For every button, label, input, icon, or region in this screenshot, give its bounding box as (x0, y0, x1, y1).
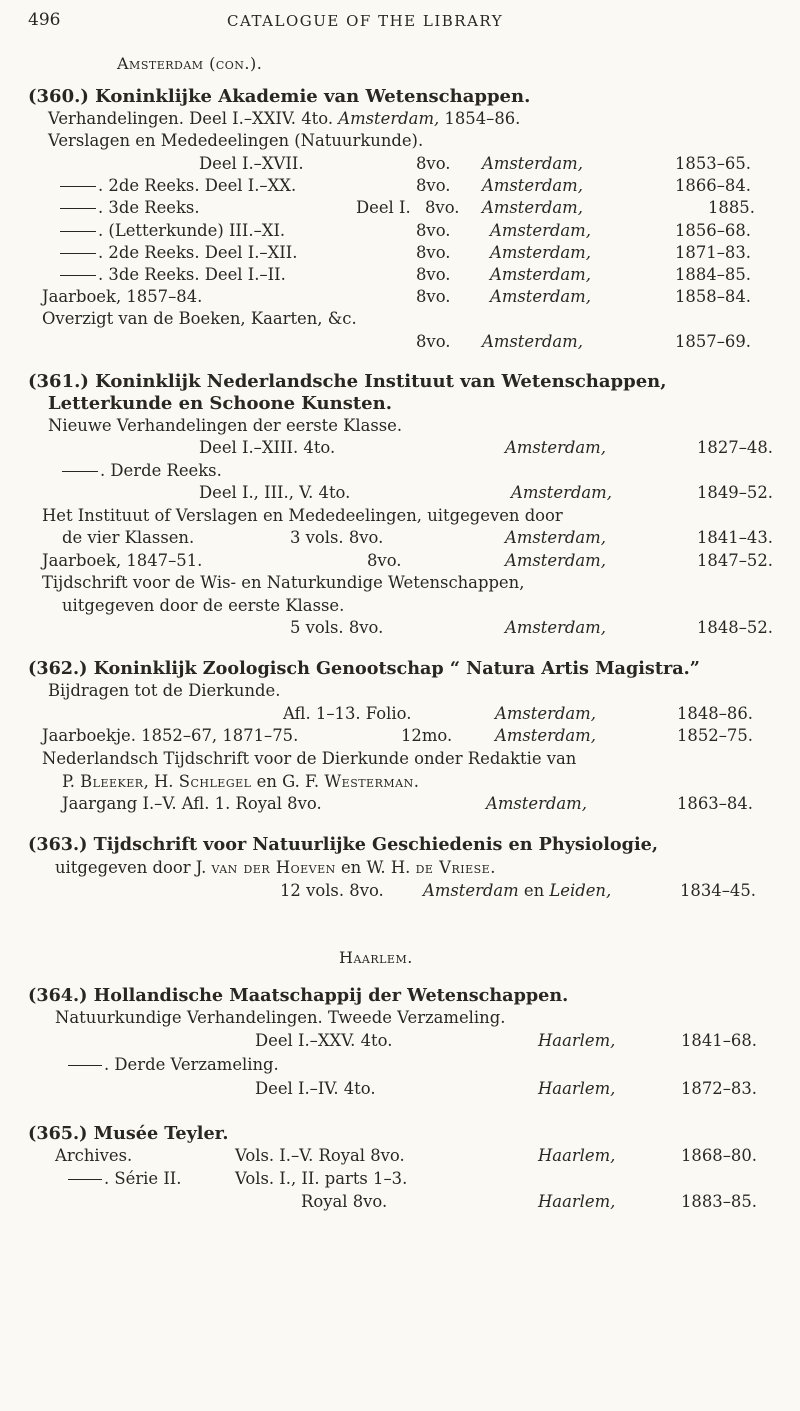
entry-364-volumes: Deel I.–IV. 4to. (255, 1079, 376, 1098)
entry-364-volumes: Deel I.–XXV. 4to. (255, 1031, 393, 1050)
entry-365-volumes: Vols. I., II. parts 1–3. (235, 1169, 408, 1188)
entry-360-imprint: Amsterdam, (482, 332, 583, 351)
entry-360-year: 1871–83. (675, 243, 751, 262)
entry-360-format: 8vo. (416, 243, 451, 262)
entry-360-format: 8vo. (416, 265, 451, 284)
section-heading-amsterdam: Amsterdam (con.). (117, 54, 263, 73)
entry-361-imprint: Amsterdam, (505, 618, 606, 637)
entry-360-imprint: Amsterdam, (490, 221, 591, 240)
entry-364-title: (364.) Hollandische Maatschappij der Wetenschappen. (28, 985, 569, 1006)
entry-360-format: 8vo. (416, 221, 451, 240)
entry-362-format: 12mo. (401, 726, 453, 745)
entry-365-line: Archives. (55, 1146, 133, 1165)
entry-362-line: Jaarboekje. 1852–67, 1871–75. (42, 726, 299, 745)
entry-360-imprint: Amsterdam, (482, 154, 583, 173)
entry-360-year: 1866–84. (675, 176, 751, 195)
entry-361-imprint: Amsterdam, (505, 551, 606, 570)
entry-361-volumes: Deel I.–XIII. 4to. (199, 438, 336, 457)
entry-362-year: 1852–75. (677, 726, 753, 745)
entry-365-year: 1868–80. (681, 1146, 757, 1165)
entry-360-year: 1885. (708, 198, 755, 217)
entry-364-year: 1841–68. (681, 1031, 757, 1050)
entry-360-year: 1857–69. (675, 332, 751, 351)
entry-365-format: Royal 8vo. (301, 1192, 388, 1211)
running-title: CATALOGUE OF THE LIBRARY (227, 12, 504, 30)
entry-360-year: 1853–65. (675, 154, 751, 173)
entry-361-line: de vier Klassen. (62, 528, 195, 547)
entry-364-imprint: Haarlem, (538, 1079, 616, 1098)
entry-365-title: (365.) Musée Teyler. (28, 1123, 229, 1144)
entry-360-imprint: Amsterdam, (490, 243, 591, 262)
entry-365-volumes: Vols. I.–V. Royal 8vo. (235, 1146, 405, 1165)
entry-361-volumes: 3 vols. 8vo. (290, 528, 384, 547)
entry-361-line: . Derde Reeks. (62, 463, 222, 479)
entry-360-year: 1858–84. (675, 287, 751, 306)
entry-360-volumes: . 2de Reeks. Deel I.–XII. (60, 245, 297, 261)
entry-361-year: 1841–43. (697, 528, 773, 547)
entry-360-format: 8vo. (416, 176, 451, 195)
entry-360-imprint: Amsterdam, (482, 176, 583, 195)
entry-360-title: (360.) Koninklijke Akademie van Wetenschappen. (28, 86, 531, 107)
entry-362-imprint: Amsterdam, (495, 726, 596, 745)
entry-360-volumes: . (Letterkunde) III.–XI. (60, 223, 285, 239)
entry-364-line: Natuurkundige Verhandelingen. Tweede Verzameling. (55, 1008, 506, 1027)
entry-360-line: Verslagen en Mededeelingen (Natuurkunde). (48, 131, 424, 150)
entry-362-line: Nederlandsch Tijdschrift voor de Dierkunde onder Redaktie van (42, 749, 577, 768)
entry-363-year: 1834–45. (680, 881, 756, 900)
page-number: 496 (28, 10, 61, 30)
entry-361-format: 8vo. (367, 551, 402, 570)
entry-361-imprint: Amsterdam, (505, 528, 606, 547)
entry-362-line: Bijdragen tot de Dierkunde. (48, 681, 281, 700)
entry-360-volumes: Deel I.–XVII. (199, 154, 304, 173)
entry-360-volumes: . 3de Reeks. (60, 200, 200, 216)
entry-363-title: (363.) Tijdschrift voor Natuurlijke Geschiedenis en Physiologie, (28, 834, 658, 855)
entry-362-year: 1848–86. (677, 704, 753, 723)
entry-365-line: . Série II. (68, 1171, 182, 1187)
entry-362-year: 1863–84. (677, 794, 753, 813)
entry-361-line: Jaarboek, 1847–51. (42, 551, 203, 570)
entry-362-imprint: Amsterdam, (486, 794, 587, 813)
entry-361-line: Het Instituut of Verslagen en Mededeelingen, uitgegeven door (42, 506, 563, 525)
entry-360-format: 8vo. (416, 154, 451, 173)
entry-360-format: 8vo. (425, 198, 460, 217)
entry-363-editors: uitgegeven door J. van der Hoeven en W. H. de Vriese. (55, 858, 496, 877)
entry-361-line: uitgegeven door de eerste Klasse. (62, 596, 345, 615)
entry-361-imprint: Amsterdam, (505, 438, 606, 457)
entry-362-editors: P. Bleeker, H. Schlegel en G. F. Westerman. (62, 772, 419, 791)
entry-365-year: 1883–85. (681, 1192, 757, 1211)
entry-364-line: . Derde Verzameling. (68, 1057, 279, 1073)
entry-361-title: (361.) Koninklijk Nederlandsche Instituut van Wetenschappen, (28, 371, 667, 392)
entry-361-line: Tijdschrift voor de Wis- en Naturkundige Wetenschappen, (42, 573, 525, 592)
section-heading-haarlem: Haarlem. (339, 948, 413, 967)
entry-361-imprint: Amsterdam, (511, 483, 612, 502)
entry-360-volumes: . 2de Reeks. Deel I.–XX. (60, 178, 296, 194)
entry-361-year: 1848–52. (697, 618, 773, 637)
entry-360-volumes: . 3de Reeks. Deel I.–II. (60, 267, 286, 283)
entry-363-volumes: 12 vols. 8vo. (280, 881, 384, 900)
entry-360-format: 8vo. (416, 287, 451, 306)
entry-360-format: 8vo. (416, 332, 451, 351)
entry-360-volumes: Jaarboek, 1857–84. (42, 287, 203, 306)
entry-361-year: 1847–52. (697, 551, 773, 570)
entry-360-line: Overzigt van de Boeken, Kaarten, &c. (42, 309, 357, 328)
entry-360-year: 1856–68. (675, 221, 751, 240)
entry-362-imprint: Amsterdam, (495, 704, 596, 723)
entry-365-imprint: Haarlem, (538, 1192, 616, 1211)
entry-362-volumes: Afl. 1–13. Folio. (283, 704, 412, 723)
entry-361-line: Nieuwe Verhandelingen der eerste Klasse. (48, 416, 403, 435)
entry-361-year: 1827–48. (697, 438, 773, 457)
entry-364-imprint: Haarlem, (538, 1031, 616, 1050)
entry-365-imprint: Haarlem, (538, 1146, 616, 1165)
entry-361-volumes: 5 vols. 8vo. (290, 618, 384, 637)
entry-360-imprint: Amsterdam, (490, 265, 591, 284)
entry-363-imprint: Amsterdam en Leiden, (423, 881, 612, 900)
entry-364-year: 1872–83. (681, 1079, 757, 1098)
entry-360-imprint: Amsterdam, (490, 287, 591, 306)
entry-360-line: Verhandelingen. Deel I.–XXIV. 4to. Amsterdam, 1854–86. (48, 109, 521, 128)
entry-361-year: 1849–52. (697, 483, 773, 502)
entry-360-volumes: Deel I. (356, 198, 411, 217)
entry-361-title: Letterkunde en Schoone Kunsten. (48, 393, 392, 414)
entry-362-volumes: Jaargang I.–V. Afl. 1. Royal 8vo. (62, 794, 322, 813)
entry-361-volumes: Deel I., III., V. 4to. (199, 483, 351, 502)
entry-362-title: (362.) Koninklijk Zoologisch Genootschap “ Natura Artis Magistra.” (28, 658, 700, 679)
entry-360-imprint: Amsterdam, (482, 198, 583, 217)
entry-360-year: 1884–85. (675, 265, 751, 284)
